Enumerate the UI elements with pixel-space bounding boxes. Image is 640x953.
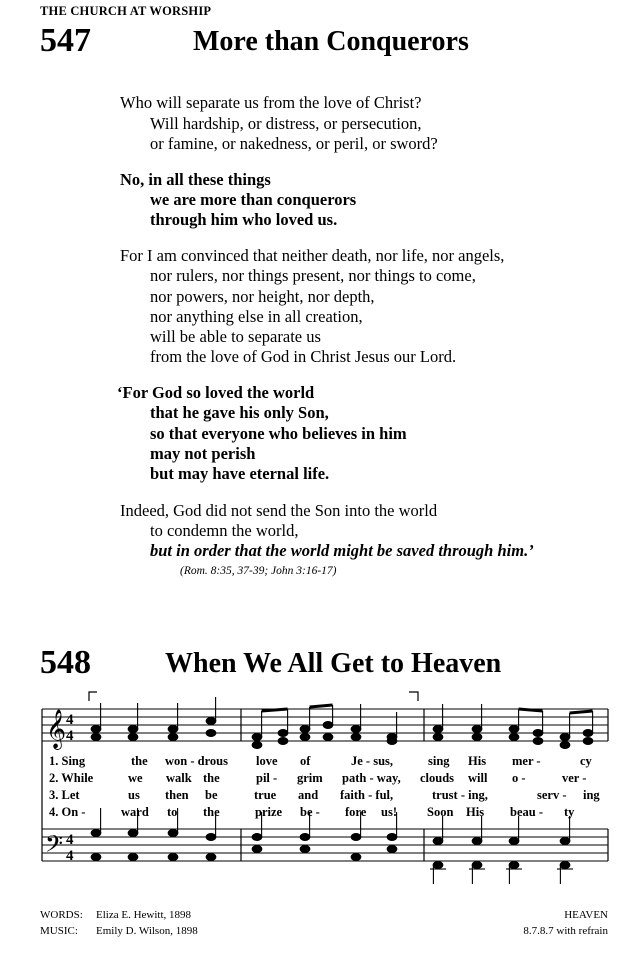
reading-line: Who will separate us from the love of Christ? (120, 93, 422, 112)
hymn-title: When We All Get to Heaven (165, 648, 502, 679)
reading-line: from the love of God in Christ Jesus our Lord. (150, 347, 457, 366)
lyric-syllable: clouds (420, 771, 455, 785)
lyric-syllable: will (468, 771, 488, 785)
reading-line: Will hardship, or distress, or persecution, (150, 114, 422, 133)
lyric-syllable: cy (580, 754, 592, 768)
bass-notes (91, 808, 573, 884)
reading-title: More than Conquerors (193, 26, 469, 57)
lyric-syllable: the (203, 805, 220, 819)
lyric-syllable: His (468, 754, 487, 768)
music-credit: Emily D. Wilson, 1898 (96, 925, 198, 937)
lyric-syllable: to (167, 805, 178, 819)
lyric-syllable: us! (381, 805, 397, 819)
lyric-syllable: 3. Let (49, 788, 80, 802)
time-signature-top: 4 (66, 832, 74, 848)
lyric-syllable: be - (300, 805, 320, 819)
lyric-syllable: Soon (427, 805, 454, 819)
lyric-syllable: then (165, 788, 189, 802)
lyric-syllable: His (466, 805, 485, 819)
bass-clef-icon: 𝄢 (45, 830, 64, 863)
lyric-syllable: 2. While (49, 771, 94, 785)
lyric-syllable: mer - (512, 754, 541, 768)
lyric-syllable: 4. On - (49, 805, 86, 819)
lyric-syllable: Je - sus, (351, 754, 394, 768)
lyric-syllable: prize (255, 805, 283, 819)
lyric-syllable: grim (297, 771, 323, 785)
reading-number: 547 (40, 22, 91, 59)
lyric-syllable: love (256, 754, 278, 768)
lyric-syllable: 1. Sing (49, 754, 86, 768)
bass-staff (42, 829, 608, 861)
lyric-syllable: be (205, 788, 218, 802)
time-signature-bottom: 4 (66, 848, 74, 864)
time-signature-top: 4 (66, 712, 74, 728)
reading-response-line: we are more than conquerors (150, 190, 357, 209)
lyric-syllable: we (128, 771, 143, 785)
words-credit: Eliza E. Hewitt, 1898 (96, 909, 192, 921)
treble-clef-icon: 𝄞 (46, 709, 67, 749)
reading-response-line: that he gave his only Son, (150, 403, 329, 422)
section-header: THE CHURCH AT WORSHIP (40, 4, 212, 18)
bracket-start (89, 692, 97, 701)
reading-closing-line: but in order that the world might be saved through him.’ (150, 541, 534, 560)
reading-response-line: No, in all these things (120, 170, 271, 189)
lyric-syllable: beau - (510, 805, 543, 819)
lyric-syllable: true (254, 788, 277, 802)
lyric-syllable: ward (121, 805, 149, 819)
tune-name: HEAVEN (564, 909, 608, 921)
reading-line: nor powers, nor height, nor depth, (150, 287, 375, 306)
lyric-syllable: trust - ing, (432, 788, 488, 802)
reading-line: For I am convinced that neither death, nor life, nor angels, (120, 246, 505, 265)
reading-response-line: through him who loved us. (150, 210, 338, 229)
lyric-syllable: fore (345, 805, 367, 819)
lyric-syllable: path - way, (342, 771, 401, 785)
bracket-end (409, 692, 418, 701)
reading-line: will be able to separate us (150, 327, 321, 346)
lyric-syllable: pil - (256, 771, 278, 785)
reading-response-line: ‘For God so loved the world (117, 383, 315, 402)
reading-line: or famine, or nakedness, or peril, or sword? (150, 134, 438, 153)
lyric-syllable: walk (166, 771, 192, 785)
lyric-syllable: the (131, 754, 148, 768)
reading-response-line: may not perish (150, 444, 256, 463)
lyric-syllable: sing (428, 754, 450, 768)
reading-line: to condemn the world, (150, 521, 299, 540)
lyric-syllable: o - (512, 771, 526, 785)
reading-line: Indeed, God did not send the Son into the world (120, 501, 438, 520)
lyric-syllable: ing (583, 788, 600, 802)
reading-response-line: so that everyone who believes in him (150, 424, 407, 443)
lyric-syllable: faith - ful, (340, 788, 394, 802)
lyric-syllable: us (128, 788, 140, 802)
hymn-number: 548 (40, 644, 91, 681)
reading-response-line: but may have eternal life. (150, 464, 330, 483)
scripture-citation: (Rom. 8:35, 37-39; John 3:16-17) (180, 565, 337, 577)
lyric-syllable: won - drous (165, 754, 228, 768)
music-label: MUSIC: (40, 925, 78, 937)
lyric-syllable: of (300, 754, 311, 768)
lyric-syllable: ver - (562, 771, 587, 785)
meter: 8.7.8.7 with refrain (523, 925, 608, 937)
lyric-syllable: ty (564, 805, 575, 819)
reading-line: nor anything else in all creation, (150, 307, 363, 326)
time-signature-bottom: 4 (66, 728, 74, 744)
lyric-syllable: and (298, 788, 319, 802)
lyric-syllable: the (203, 771, 220, 785)
reading-line: nor rulers, nor things present, nor things to come, (150, 266, 476, 285)
lyric-syllable: serv - (537, 788, 567, 802)
words-label: WORDS: (40, 909, 83, 921)
